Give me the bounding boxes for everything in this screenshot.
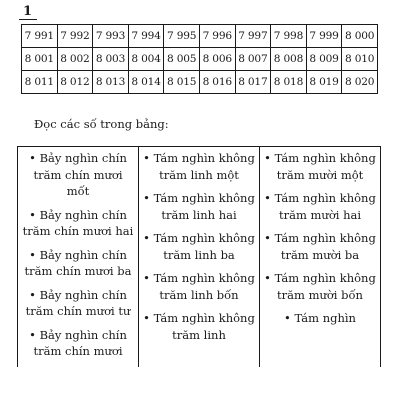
table-row <box>18 147 381 367</box>
list-item: • Bảy nghìn chín trăm chín mươi ba <box>22 247 134 280</box>
list-item: • Bảy nghìn chín trăm chín mươi tư <box>22 287 134 320</box>
table-cell: 8 019 <box>306 71 342 94</box>
list-item: • Tám nghìn không trăm mười bốn <box>264 270 376 303</box>
table-cell: 7 995 <box>164 25 200 48</box>
reading-column-2 <box>139 147 260 367</box>
list-item: • Bảy nghìn chín trăm chín mươi hai <box>22 207 134 240</box>
table-cell: 8 011 <box>22 71 58 94</box>
reading-column-1 <box>18 147 139 367</box>
table-cell: 7 999 <box>306 25 342 48</box>
list-item: • Tám nghìn không trăm linh bốn <box>143 270 255 303</box>
table-cell: 8 010 <box>342 48 378 71</box>
table-cell: 8 018 <box>271 71 307 94</box>
table-cell: 8 013 <box>93 71 129 94</box>
table-cell: 8 008 <box>271 48 307 71</box>
table-cell: 8 006 <box>199 48 235 71</box>
table-cell: 8 016 <box>199 71 235 94</box>
table-cell: 7 991 <box>22 25 58 48</box>
table-cell: 8 012 <box>57 71 93 94</box>
reading-column-3 <box>260 147 381 367</box>
list-item: • Tám nghìn không trăm mười một <box>264 150 376 183</box>
table-cell: 8 001 <box>22 48 58 71</box>
number-table <box>21 24 378 94</box>
exercise-number: 1 <box>23 4 33 19</box>
list-item: • Tám nghìn không trăm linh một <box>143 150 255 183</box>
list-item: • Tám nghìn không trăm linh hai <box>143 190 255 223</box>
list-item: • Tám nghìn không trăm mười ba <box>264 230 376 263</box>
table-cell: 7 996 <box>199 25 235 48</box>
table-cell: 7 993 <box>93 25 129 48</box>
table-row <box>22 25 378 48</box>
list-item: • Tám nghìn không trăm mười hai <box>264 190 376 223</box>
table-cell: 8 015 <box>164 71 200 94</box>
table-cell: 7 992 <box>57 25 93 48</box>
table-cell: 8 009 <box>306 48 342 71</box>
table-cell: 8 002 <box>57 48 93 71</box>
table-cell: 7 994 <box>128 25 164 48</box>
table-cell: 8 007 <box>235 48 271 71</box>
table-cell: 8 014 <box>128 71 164 94</box>
table-cell: 7 997 <box>235 25 271 48</box>
table-cell: 8 000 <box>342 25 378 48</box>
table-cell: 8 004 <box>128 48 164 71</box>
table-cell: 8 005 <box>164 48 200 71</box>
list-item: • Bảy nghìn chín trăm chín mươi <box>22 327 134 360</box>
table-row <box>22 71 378 94</box>
list-item: • Tám nghìn không trăm linh ba <box>143 230 255 263</box>
table-cell: 8 020 <box>342 71 378 94</box>
table-cell: 7 998 <box>271 25 307 48</box>
table-cell: 8 003 <box>93 48 129 71</box>
table-row <box>22 48 378 71</box>
list-item: • Tám nghìn không trăm linh <box>143 310 255 343</box>
instruction-text: Đọc các số trong bảng: <box>34 117 169 131</box>
table-cell: 8 017 <box>235 71 271 94</box>
list-item: • Tám nghìn <box>264 310 376 327</box>
list-item: • Bảy nghìn chín trăm chín mươi mốt <box>22 150 134 200</box>
reading-table <box>17 146 381 367</box>
